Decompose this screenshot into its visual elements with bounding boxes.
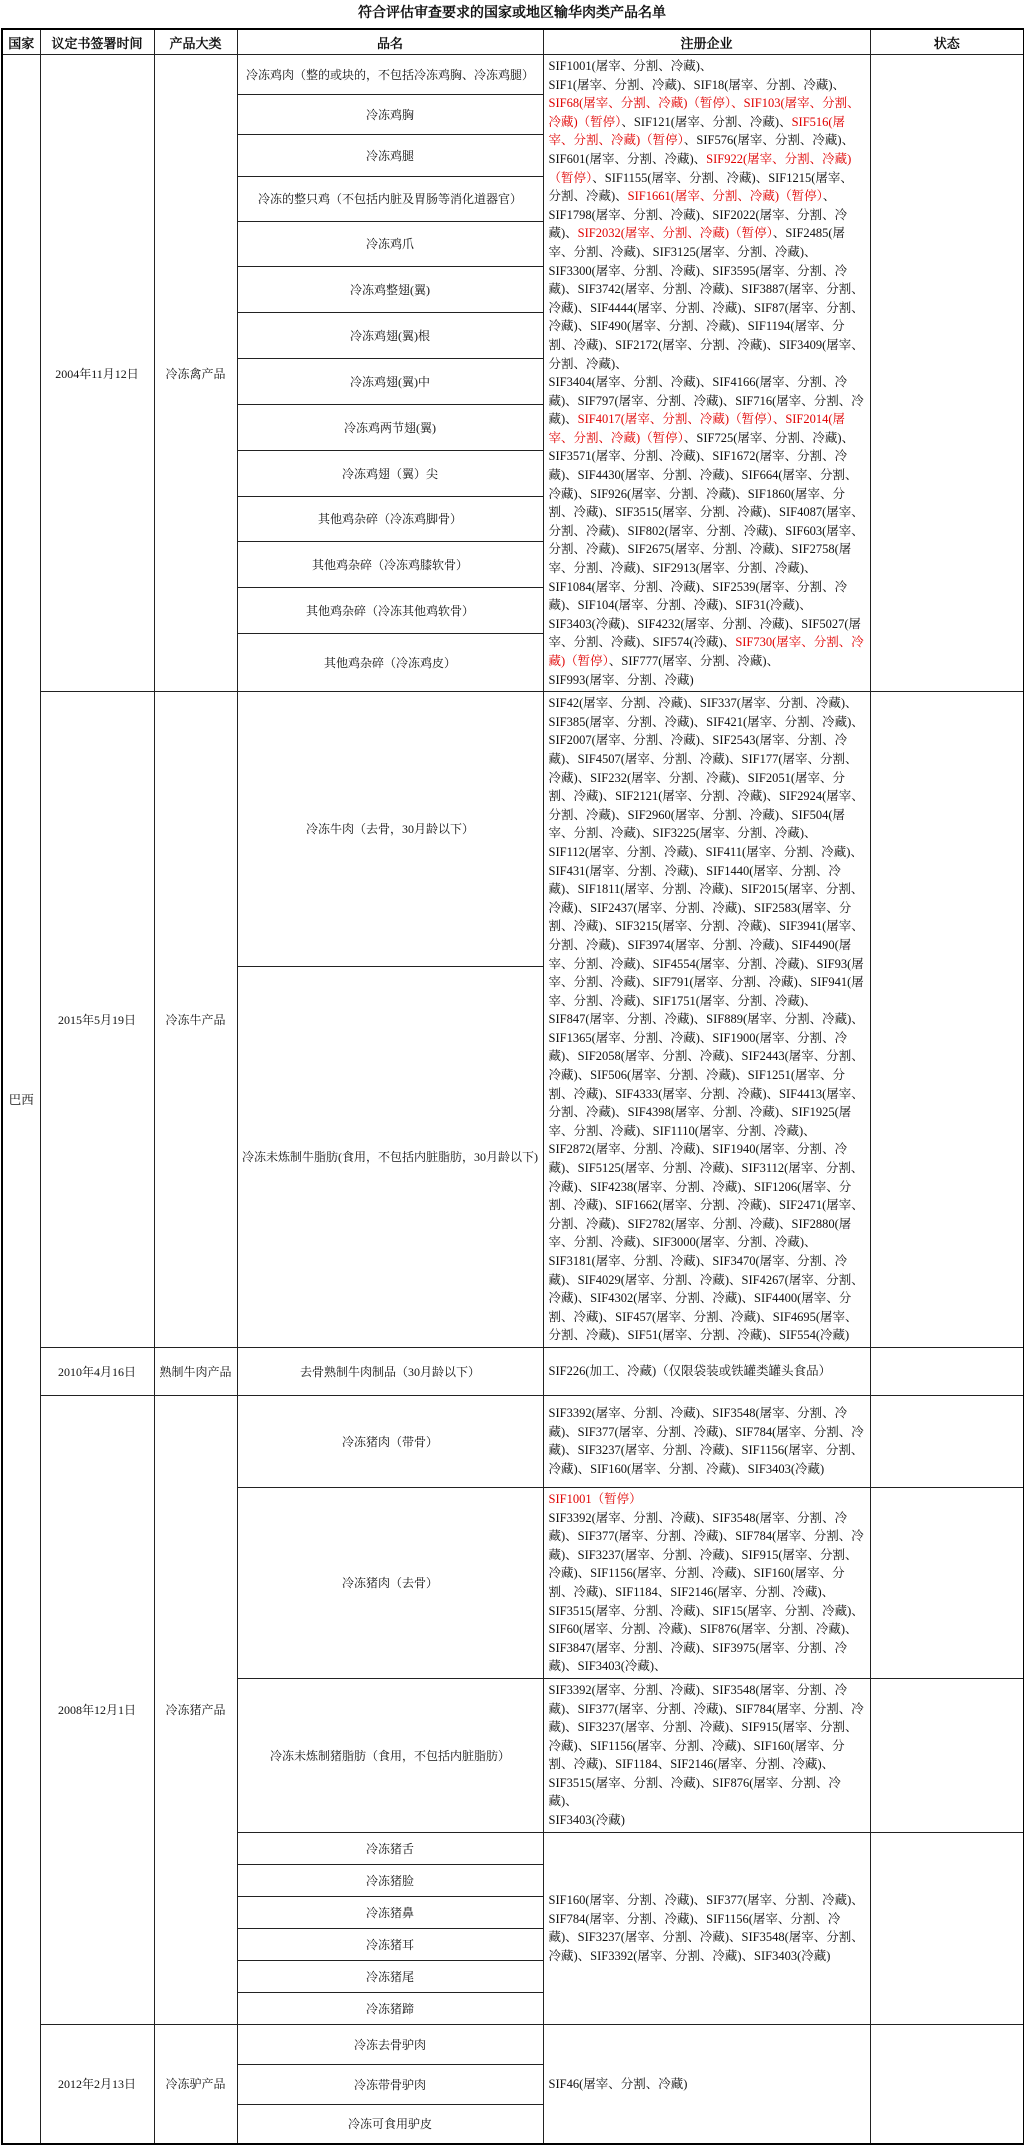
table-row: [2, 2024, 1024, 2064]
enterprises-cell: SIF42(屠宰、分割、冷藏)、SIF337(屠宰、分割、冷藏)、 SIF385(屠宰、分割、冷藏)、SIF421(屠宰、分割、冷藏)、 SIF2007(屠宰、分割、冷藏)、SIF2543(屠宰、分割、冷藏)、SIF4507(屠宰、分割、冷藏)、SIF177(屠宰、分割、冷藏)、SIF232(屠宰、分割、冷藏)、SIF2051(屠宰、分割、冷藏)、SIF2121(屠宰、分割、冷藏)、SIF2924(屠宰、分割、冷藏)、SIF2960(屠宰、分割、冷藏)、SIF504(屠宰、分割、冷藏)、SIF3225(屠宰、分割、冷藏)、SIF112(屠宰、分割、冷藏)、SIF411(屠宰、分割、冷藏)、SIF431(屠宰、分割、冷藏)、SIF1440(屠宰、分割、冷藏)、SIF1811(屠宰、分割、冷藏)、SIF2015(屠宰、分割、冷藏)、SIF2437(屠宰、分割、冷藏)、SIF2583(屠宰、分割、冷藏)、SIF3215(屠宰、分割、冷藏)、SIF3941(屠宰、分割、冷藏)、SIF3974(屠宰、分割、冷藏)、SIF4490(屠宰、分割、冷藏)、SIF4554(屠宰、分割、冷藏)、SIF93(屠宰、分割、冷藏)、SIF791(屠宰、分割、冷藏)、SIF941(屠宰、分割、冷藏)、SIF1751(屠宰、分割、冷藏)、SIF847(屠宰、分割、冷藏)、SIF889(屠宰、分割、冷藏)、SIF1365(屠宰、分割、冷藏)、SIF1900(屠宰、分割、冷藏)、SIF2058(屠宰、分割、冷藏)、SIF2443(屠宰、分割、冷藏)、SIF506(屠宰、分割、冷藏)、SIF1251(屠宰、分割、冷藏)、SIF4333(屠宰、分割、冷藏)、SIF4413(屠宰、分割、冷藏)、SIF4398(屠宰、分割、冷藏)、SIF1925(屠宰、分割、冷藏)、SIF1110(屠宰、分割、冷藏)、SIF2872(屠宰、分割、冷藏)、SIF1940(屠宰、分割、冷藏)、SIF5125(屠宰、分割、冷藏)、SIF3112(屠宰、分割、冷藏)、SIF4238(屠宰、分割、冷藏)、SIF1206(屠宰、分割、冷藏)、SIF1662(屠宰、分割、冷藏)、SIF2471(屠宰、分割、冷藏)、SIF2782(屠宰、分割、冷藏)、SIF2880(屠宰、分割、冷藏)、SIF3000(屠宰、分割、冷藏)、SIF3181(屠宰、分割、冷藏)、SIF3470(屠宰、分割、冷藏)、SIF4029(屠宰、分割、冷藏)、SIF4267(屠宰、分割、冷藏)、SIF4302(屠宰、分割、冷藏)、SIF4400(屠宰、分割、冷藏)、SIF457(屠宰、分割、冷藏)、SIF4695(屠宰、分割、冷藏)、SIF51(屠宰、分割、冷藏)、SIF554(冷藏): [543, 692, 870, 1348]
product-name-cell: 冷冻的整只鸡（不包括内脏及胃肠等消化道器官）: [237, 176, 543, 221]
category-cell: 冷冻猪产品: [154, 1395, 237, 2024]
status-cell: [870, 1395, 1024, 1487]
product-name-cell: 去骨熟制牛肉制品（30月龄以下）: [237, 1347, 543, 1395]
enterprises-cell: SIF160(屠宰、分割、冷藏)、SIF377(屠宰、分割、冷藏)、SIF784(屠宰、分割、冷藏)、SIF1156(屠宰、分割、冷藏)、SIF3237(屠宰、分割、冷藏)、SIF3548(屠宰、分割、冷藏)、SIF3392(屠宰、分割、冷藏)、SIF3403(冷藏): [543, 1832, 870, 2024]
table-row: [2, 55, 1024, 95]
product-name-cell: 冷冻鸡胸: [237, 95, 543, 135]
status-cell: [870, 692, 1024, 1348]
enterprises-cell: SIF46(屠宰、分割、冷藏): [543, 2024, 870, 2144]
product-name-cell: 其他鸡杂碎（冷冻其他鸡软骨）: [237, 588, 543, 634]
approved-products-table: [1, 28, 1024, 2145]
product-name-cell: 其他鸡杂碎（冷冻鸡脚骨）: [237, 496, 543, 542]
product-name-cell: 冷冻猪鼻: [237, 1896, 543, 1928]
product-name-cell: 冷冻猪脸: [237, 1864, 543, 1896]
product-name-cell: 冷冻猪耳: [237, 1928, 543, 1960]
date-cell: 2012年2月13日: [40, 2024, 154, 2144]
product-name-cell: 冷冻鸡整翅(翼): [237, 267, 543, 313]
category-cell: 冷冻驴产品: [154, 2024, 237, 2144]
enterprises-cell: SIF1001(屠宰、分割、冷藏)、 SIF1(屠宰、分割、冷藏)、SIF18(屠宰、分割、冷藏)、 SIF68(屠宰、分割、冷藏)（暂停）、SIF103(屠宰、分割、冷藏)（暂停）、SIF121(屠宰、分割、冷藏)、SIF516(屠宰、分割、冷藏)（暂停）、SIF576(屠宰、分割、冷藏)、 SIF601(屠宰、分割、冷藏)、SIF922(屠宰、分割、冷藏)（暂停）、SIF1155(屠宰、分割、冷藏)、SIF1215(屠宰、分割、冷藏)、SIF1661(屠宰、分割、冷藏)（暂停）、 SIF1798(屠宰、分割、冷藏)、SIF2022(屠宰、分割、冷藏)、SIF2032(屠宰、分割、冷藏)（暂停）、SIF2485(屠宰、分割、冷藏)、SIF3125(屠宰、分割、冷藏)、SIF3300(屠宰、分割、冷藏)、SIF3595(屠宰、分割、冷藏)、SIF3742(屠宰、分割、冷藏)、SIF3887(屠宰、分割、冷藏)、SIF4444(屠宰、分割、冷藏)、SIF87(屠宰、分割、冷藏)、SIF490(屠宰、分割、冷藏)、SIF1194(屠宰、分割、冷藏)、SIF2172(屠宰、分割、冷藏)、SIF3409(屠宰、分割、冷藏)、 SIF3404(屠宰、分割、冷藏)、SIF4166(屠宰、分割、冷藏)、SIF797(屠宰、分割、冷藏)、SIF716(屠宰、分割、冷藏)、SIF4017(屠宰、分割、冷藏)（暂停）、SIF2014(屠宰、分割、冷藏)（暂停）、SIF725(屠宰、分割、冷藏)、 SIF3571(屠宰、分割、冷藏)、SIF1672(屠宰、分割、冷藏)、SIF4430(屠宰、分割、冷藏)、SIF664(屠宰、分割、冷藏)、SIF926(屠宰、分割、冷藏)、SIF1860(屠宰、分割、冷藏)、SIF3515(屠宰、分割、冷藏)、SIF4087(屠宰、分割、冷藏)、SIF802(屠宰、分割、冷藏)、SIF603(屠宰、分割、冷藏)、SIF2675(屠宰、分割、冷藏)、SIF2758(屠宰、分割、冷藏)、SIF2913(屠宰、分割、冷藏)、SIF1084(屠宰、分割、冷藏)、SIF2539(屠宰、分割、冷藏)、SIF104(屠宰、分割、冷藏)、SIF31(冷藏)、SIF3403(冷藏)、SIF4232(屠宰、分割、冷藏)、SIF5027(屠宰、分割、冷藏)、SIF574(冷藏)、SIF730(屠宰、分割、冷藏)（暂停）、SIF777(屠宰、分割、冷藏)、 SIF993(屠宰、分割、冷藏): [543, 55, 870, 692]
product-name-cell: 冷冻鸡肉（整的或块的，不包括冷冻鸡胸、冷冻鸡腿）: [237, 55, 543, 95]
product-name-cell: 冷冻未炼制牛脂肪(食用，不包括内脏脂肪，30月龄以下): [237, 966, 543, 1347]
category-cell: 冷冻牛产品: [154, 692, 237, 1348]
status-cell: [870, 1487, 1024, 1678]
table-row: [2, 692, 1024, 966]
product-name-cell: 冷冻鸡翅(翼)根: [237, 313, 543, 359]
category-cell: 冷冻禽产品: [154, 55, 237, 692]
product-name-cell: 冷冻猪蹄: [237, 1992, 543, 2024]
col-header-product: 品名: [237, 29, 543, 55]
status-cell: [870, 1678, 1024, 1832]
product-name-cell: 冷冻猪肉（去骨）: [237, 1487, 543, 1678]
col-header-status: 状态: [870, 29, 1024, 55]
col-header-date: 议定书签署时间: [40, 29, 154, 55]
status-cell: [870, 2024, 1024, 2144]
date-cell: 2004年11月12日: [40, 55, 154, 692]
country-cell: 巴西: [2, 55, 40, 2145]
date-cell: 2015年5月19日: [40, 692, 154, 1348]
category-cell: 熟制牛肉产品: [154, 1347, 237, 1395]
product-name-cell: 冷冻鸡爪: [237, 221, 543, 267]
page-title: 符合评估审查要求的国家或地区输华肉类产品名单: [358, 6, 666, 21]
table-row: [2, 1395, 1024, 1487]
enterprises-cell: SIF3392(屠宰、分割、冷藏)、SIF3548(屠宰、分割、冷藏)、SIF377(屠宰、分割、冷藏)、SIF784(屠宰、分割、冷藏)、SIF3237(屠宰、分割、冷藏)、SIF1156(屠宰、分割、冷藏)、SIF160(屠宰、分割、冷藏)、SIF3403(冷藏): [543, 1395, 870, 1487]
product-name-cell: 冷冻鸡腿: [237, 135, 543, 176]
enterprises-cell: SIF3392(屠宰、分割、冷藏)、SIF3548(屠宰、分割、冷藏)、SIF377(屠宰、分割、冷藏)、SIF784(屠宰、分割、冷藏)、SIF3237(屠宰、分割、冷藏)、SIF915(屠宰、分割、冷藏)、SIF1156(屠宰、分割、冷藏)、SIF160(屠宰、分割、冷藏)、SIF1184、SIF2146(屠宰、分割、冷藏)、 SIF3515(屠宰、分割、冷藏)、SIF876(屠宰、分割、冷藏)、 SIF3403(冷藏): [543, 1678, 870, 1832]
product-name-cell: 冷冻带骨驴肉: [237, 2064, 543, 2104]
header-row: [2, 29, 1024, 55]
product-name-cell: 冷冻鸡两节翅(翼): [237, 404, 543, 450]
status-cell: [870, 1832, 1024, 2024]
product-name-cell: 冷冻牛肉（去骨，30月龄以下）: [237, 692, 543, 966]
product-name-cell: 冷冻鸡翅（翼）尖: [237, 450, 543, 496]
col-header-enterprises: 注册企业: [543, 29, 870, 55]
table-row: [2, 1347, 1024, 1395]
enterprises-cell: SIF1001（暂停） SIF3392(屠宰、分割、冷藏)、SIF3548(屠宰、分割、冷藏)、SIF377(屠宰、分割、冷藏)、SIF784(屠宰、分割、冷藏)、SIF3237(屠宰、分割、冷藏)、SIF915(屠宰、分割、冷藏)、SIF1156(屠宰、分割、冷藏)、SIF160(屠宰、分割、冷藏)、SIF1184、SIF2146(屠宰、分割、冷藏)、SIF3515(屠宰、分割、冷藏)、SIF15(屠宰、分割、冷藏)、SIF60(屠宰、分割、冷藏)、SIF876(屠宰、分割、冷藏)、SIF3847(屠宰、分割、冷藏)、SIF3975(屠宰、分割、冷藏)、SIF3403(冷藏)、: [543, 1487, 870, 1678]
col-header-country: 国家: [2, 29, 40, 55]
status-cell: [870, 1347, 1024, 1395]
status-cell: [870, 55, 1024, 692]
product-name-cell: 冷冻猪肉（带骨）: [237, 1395, 543, 1487]
enterprises-cell: SIF226(加工、冷藏)（仅限袋装或铁罐类罐头食品）: [543, 1347, 870, 1395]
product-name-cell: 冷冻可食用驴皮: [237, 2104, 543, 2144]
product-name-cell: 冷冻猪舌: [237, 1832, 543, 1864]
product-name-cell: 冷冻猪尾: [237, 1960, 543, 1992]
product-name-cell: 其他鸡杂碎（冷冻鸡皮）: [237, 633, 543, 691]
product-name-cell: 其他鸡杂碎（冷冻鸡膝软骨）: [237, 542, 543, 588]
product-name-cell: 冷冻鸡翅(翼)中: [237, 359, 543, 405]
date-cell: 2008年12月1日: [40, 1395, 154, 2024]
date-cell: 2010年4月16日: [40, 1347, 154, 1395]
col-header-category: 产品大类: [154, 29, 237, 55]
product-name-cell: 冷冻去骨驴肉: [237, 2024, 543, 2064]
product-name-cell: 冷冻未炼制猪脂肪（食用，不包括内脏脂肪）: [237, 1678, 543, 1832]
